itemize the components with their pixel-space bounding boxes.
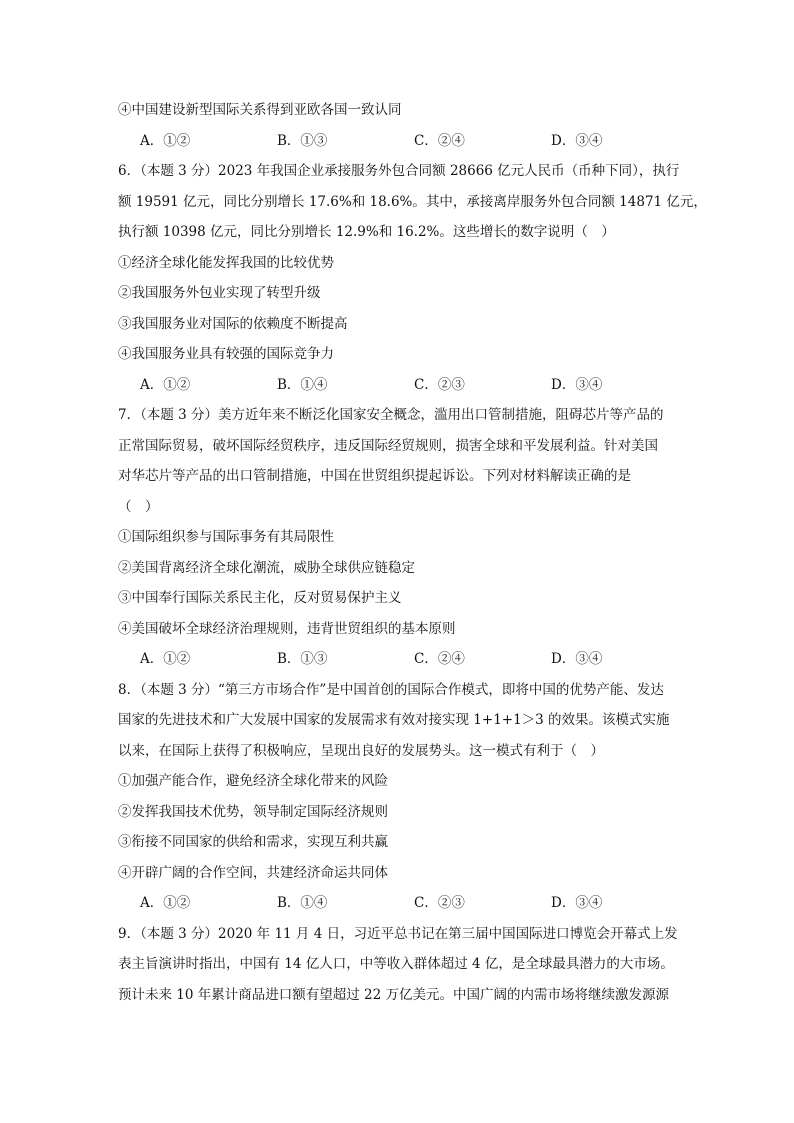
question-9 (118, 924, 688, 1016)
question-stem-line: 国家的先进技术和广大发展中国家的发展需求有效对接实现 1+1+1＞3 的效果。该模式实施 (118, 712, 670, 728)
question-stem-line: （ ） (118, 498, 159, 515)
option-d: D．③④ (551, 895, 603, 911)
option-b: B．①④ (277, 376, 328, 393)
question-8 (118, 680, 688, 924)
statement-item: ①经济全球化能发挥我国的比较优势 (118, 254, 334, 271)
option-d: D．③④ (551, 376, 603, 393)
option-a: A．①② (140, 132, 191, 149)
statement-item: ①国际组织参与国际事务有其局限性 (118, 529, 334, 545)
option-b: B．①④ (277, 895, 328, 911)
answer-options (118, 131, 688, 162)
option-c: C．②③ (414, 376, 465, 393)
statement-item: ①加强产能合作，避免经济全球化带来的风险 (118, 773, 388, 789)
option-c: C．②③ (414, 895, 465, 911)
option-c: C．②④ (414, 651, 465, 667)
option-d: D．③④ (551, 132, 603, 149)
option-b: B．①③ (277, 651, 328, 667)
question-6 (118, 161, 707, 405)
statement-item: ③中国奉行国际关系民主化，反对贸易保护主义 (118, 590, 402, 606)
question-stem-line: 9．（本题 3 分）2020 年 11 月 4 日，习近平总书记在第三届中国国际进口博览会开幕式上发 (118, 925, 678, 942)
option-b: B．①③ (277, 132, 328, 149)
question-stem-line: 预计未来 10 年累计商品进口额有望超过 22 万亿美元。中国广阔的内需市场将继续激发源源 (118, 986, 670, 1003)
question-stem-line: 表主旨演讲时指出，中国有 14 亿人口，中等收入群体超过 4 亿，是全球最具潜力的大市场。 (118, 956, 674, 972)
statement-item: ③我国服务业对国际的依赖度不断提高 (118, 315, 348, 332)
question-stem-line: 6．（本题 3 分）2023 年我国企业承接服务外包合同额 28666 亿元人民币（币种下同），执行 (118, 163, 680, 179)
option-c: C．②④ (414, 132, 465, 149)
statement-item: ④中国建设新型国际关系得到亚欧各国一致认同 (118, 102, 402, 118)
statement-item: ④我国服务业具有较强的国际竞争力 (118, 346, 334, 362)
question-stem-line: 正常国际贸易，破坏国际经贸秩序，违反国际经贸规则，损害全球和平发展利益。针对美国 (118, 437, 658, 454)
statement-item: ④美国破坏全球经济治理规则，违背世贸组织的基本原则 (118, 620, 456, 637)
statement-item: ④开辟广阔的合作空间，共建经济命运共同体 (118, 864, 388, 881)
exam-page (118, 100, 707, 1015)
question-stem-line: 执行额 10398 亿元，同比分别增长 12.9%和 16.2%。这些增长的数字说明（ ） (118, 224, 615, 240)
statement-item: ②发挥我国技术优势，领导制定国际经济规则 (118, 803, 388, 820)
option-a: A．①② (140, 376, 191, 393)
question-stem-line: 额 19591 亿元，同比分别增长 17.6%和 18.6%。其中，承接离岸服务外包合同额 14871 亿元， (118, 193, 707, 210)
answer-options (118, 893, 688, 924)
answer-options (118, 375, 688, 406)
question-stem-line: 对华芯片等产品的出口管制措施，中国在世贸组织提起诉讼。下列对材料解读正确的是 (118, 468, 631, 484)
option-a: A．①② (140, 895, 191, 911)
statement-item: ③衔接不同国家的供给和需求，实现互利共赢 (118, 834, 388, 850)
statement-item: ②我国服务外包业实现了转型升级 (118, 285, 321, 301)
question-7 (118, 405, 688, 680)
statement-item: ②美国背离经济全球化潮流，威胁全球供应链稳定 (118, 559, 415, 576)
question-stem-line: 8．（本题 3 分）“第三方市场合作”是中国首创的国际合作模式，即将中国的优势产能、发达 (118, 681, 664, 698)
question-stem-line: 7．（本题 3 分）美方近年来不断泛化国家安全概念，滥用出口管制措施，阻碍芯片等产品的 (118, 407, 664, 423)
option-a: A．①② (140, 651, 191, 667)
question-stem-line: 以来，在国际上获得了积极响应，呈现出良好的发展势头。这一模式有利于（ ） (118, 742, 604, 759)
answer-options (118, 649, 688, 680)
option-d: D．③④ (551, 651, 603, 667)
